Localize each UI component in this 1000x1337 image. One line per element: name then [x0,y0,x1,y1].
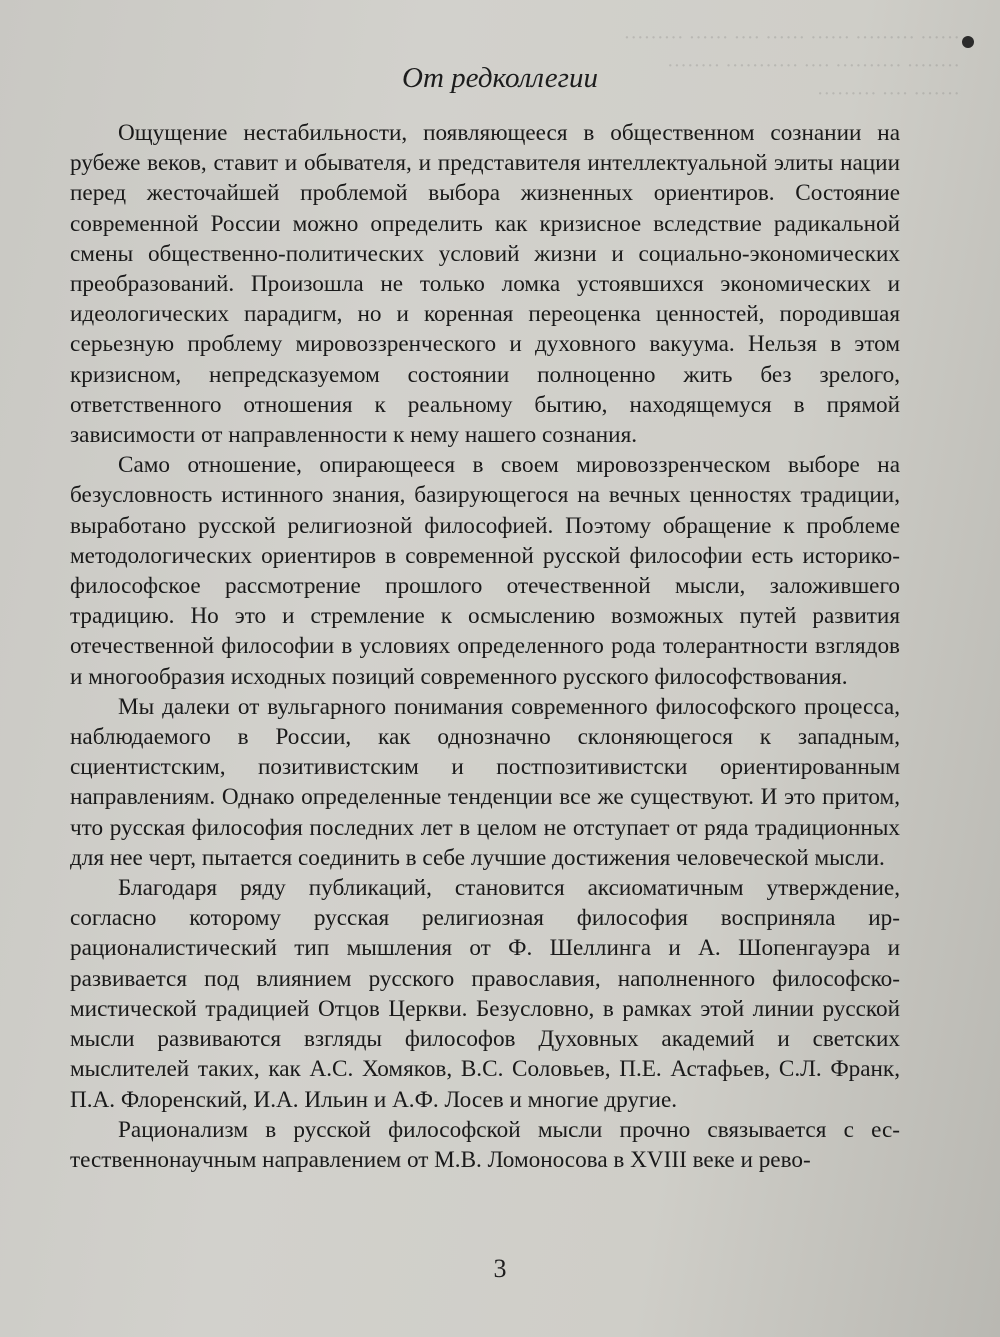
page-hole [962,36,974,48]
page-number: 3 [493,1254,507,1283]
paragraph-4: Благодаря ряду публикаций, становится аксиоматичным утверждение, согласно которому русская религиозная философия восприняла иррационалистический тип мышления от Ф. Шеллинга и А. Шопенгауэра и развивается под влиянием русского православия, наполненного философско-мистической традицией Отцов Церкви. Безусловно, в рамках этой линии русской мысли развиваются взгляды философов Духовных академий и светских мыслителей таких, как А.С. Хомяков, В.С. Соловьев, П.Е. Астафьев, С.Л. Франк, П.А. Флоренский, И.А. Ильин и А.Ф. Лосев и многие другие. [70,875,900,1113]
paragraph-5: Рационализм в русской философской мысли прочно связывается с естественнонаучным направлением от М.В. Ломоносова в XVIII веке и рево- [70,1116,900,1173]
bleed-through-text: ······ ········· ······ ······ ···· ······ ········· ········ ·········· ···· ··········· ········ ······· ···· ········· [623,27,960,105]
paragraph-3: Мы далеки от вульгарного понимания современного философского процесса, наблюдаемого в России, как однозначно склоняющегося к западным, сциентистским, позитивистским и постпозитивистски ориентированным направлениям. Однако определенные тенденции все же существуют. И это притом, что русская философия последних лет в целом не отступает от ряда традиционных для нее черт, пытается соединить в себе лучшие достижения человеческой мысли. [70,693,900,871]
paragraph-1: Ощущение нестабильности, появляющееся в общественном сознании на рубеже веков, ставит и обывателя, и представителя интеллектуальной элиты нации перед жесточайшей проблемой выбора жизненных ориентиров. Состояние современной России можно определить как кризисное вследствие радикальной смены общественно-политических условий жизни и социально-экономических преобразований. Произошла не только ломка устоявшихся экономических и идеологических парадигм, но и коренная переоценка ценностей, породившая серьезную проблему мировоззренческого и духовного вакуума. Нельзя в этом кризисном, непредсказуемом состоянии полноценно жить без зрелого, ответственного отношения к реальному бытию, находящемуся в прямой зависимости от направленности к нему нашего сознания. [70,120,900,449]
page-title: От редколлегии [402,62,598,94]
paragraph-2: Само отношение, опирающееся в своем мировоззренческом выборе на безусловность истинного знания, базирующегося на вечных ценностях традиции, выработано русской религиозной философией. Поэтому обращение к проблеме методологических ориентиров в современной русской философии есть историко-философское рассмотрение прошлого отечественной мысли, заложившего традицию. Но это и стремление к осмыслению возможных путей развития отечественной философии в условиях определенного рода толерантности взглядов и многообразия исходных позиций современного русского философствования. [70,452,900,690]
body-text [70,118,900,1175]
